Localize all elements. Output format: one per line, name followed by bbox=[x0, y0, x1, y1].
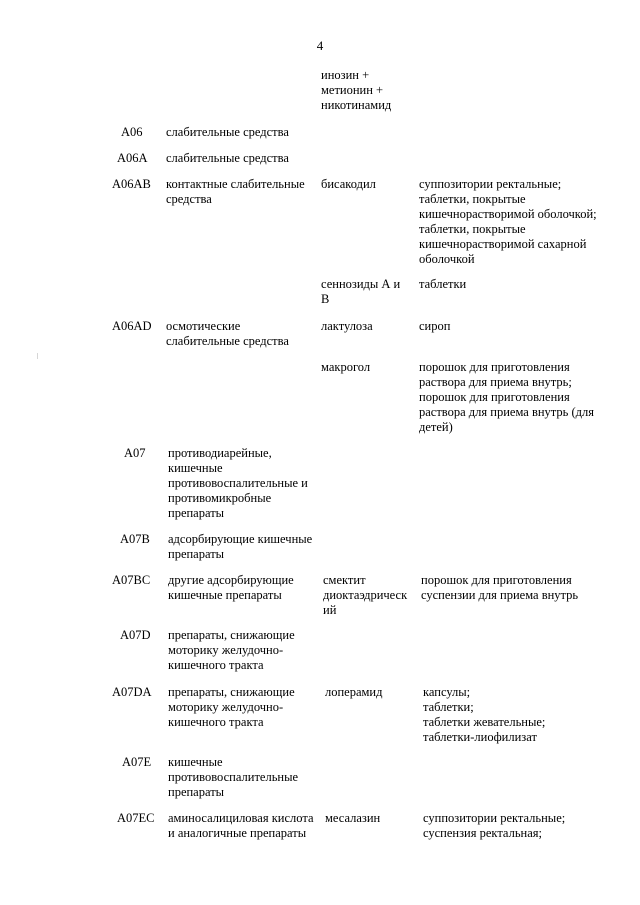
dosage-form: суппозитории ректальные; суспензия ректальная; bbox=[423, 811, 566, 840]
atc-code: A07D bbox=[120, 628, 151, 642]
atc-group-name: аминосалициловая кислота и аналогичные препараты bbox=[168, 811, 314, 840]
atc-group-name: другие адсорбирующие кишечные препараты bbox=[168, 573, 294, 602]
dosage-form: суппозитории ректальные; таблетки, покрытые кишечнорастворимой оболочкой; таблетки, покрытые кишечнорастворимой сахарной оболочкой bbox=[419, 177, 597, 266]
dosage-form: таблетки bbox=[419, 277, 467, 291]
atc-group-name: противодиарейные, кишечные противовоспалительные и противомикробные препараты bbox=[168, 446, 308, 520]
atc-code: A07BC bbox=[112, 573, 151, 587]
drug-name: бисакодил bbox=[321, 177, 376, 191]
drug-name: лоперамид bbox=[325, 685, 383, 699]
atc-group-name: контактные слабительные средства bbox=[166, 177, 305, 206]
atc-group-name: кишечные противовоспалительные препараты bbox=[168, 755, 299, 799]
drug-name: инозин + метионин + никотинамид bbox=[321, 68, 392, 112]
atc-code: A06A bbox=[117, 151, 148, 165]
atc-group-name: слабительные средства bbox=[166, 125, 289, 139]
atc-code: A06 bbox=[121, 125, 143, 139]
page-number: 4 bbox=[316, 38, 324, 53]
atc-group-name: осмотические слабительные средства bbox=[166, 319, 289, 348]
atc-group-name: препараты, снижающие моторику желудочно- кишечного тракта bbox=[168, 685, 295, 729]
atc-code: A07B bbox=[120, 532, 150, 546]
atc-group-name: препараты, снижающие моторику желудочно- кишечного тракта bbox=[168, 628, 295, 672]
drug-name: месалазин bbox=[325, 811, 381, 825]
margin-mark bbox=[37, 353, 38, 359]
atc-group-name: адсорбирующие кишечные препараты bbox=[168, 532, 313, 561]
drug-name: макрогол bbox=[321, 360, 371, 374]
atc-code: A07EC bbox=[117, 811, 155, 825]
atc-group-name: слабительные средства bbox=[166, 151, 289, 165]
dosage-form: порошок для приготовления суспензии для приема внутрь bbox=[421, 573, 579, 602]
drug-name: смектит диоктаэдрическ ий bbox=[323, 573, 408, 617]
dosage-form: капсулы; таблетки; таблетки жевательные; таблетки-лиофилизат bbox=[423, 685, 546, 744]
drug-name: лактулоза bbox=[321, 319, 373, 333]
dosage-form: сироп bbox=[419, 319, 451, 333]
drug-name: сеннозиды А и В bbox=[321, 277, 401, 306]
atc-code: A07DA bbox=[112, 685, 152, 699]
atc-code: A07E bbox=[122, 755, 152, 769]
atc-code: A06AD bbox=[112, 319, 152, 333]
atc-code: A06AB bbox=[112, 177, 151, 191]
dosage-form: порошок для приготовления раствора для приема внутрь; порошок для приготовления раствора для приема внутрь (для детей) bbox=[419, 360, 594, 434]
atc-code: A07 bbox=[124, 446, 146, 460]
